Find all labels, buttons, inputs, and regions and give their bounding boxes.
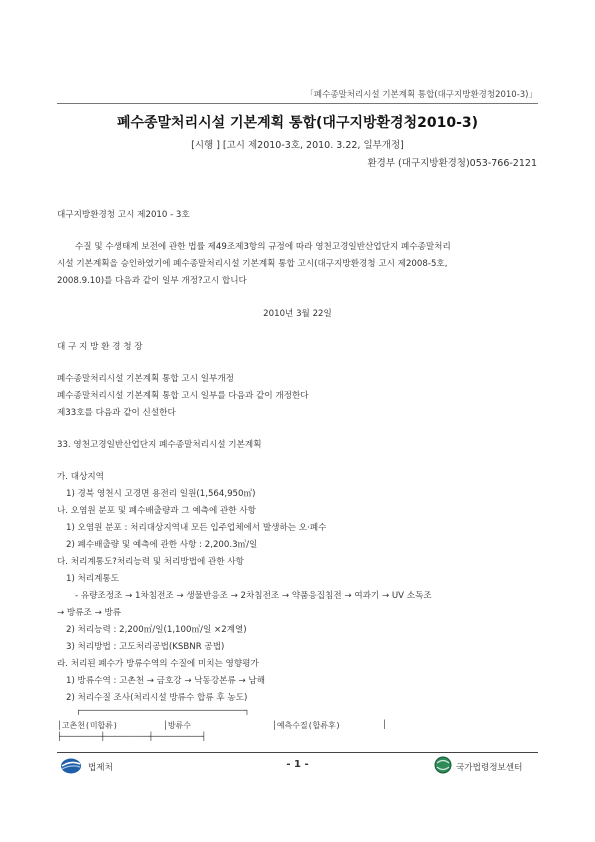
page-number: - 1 - — [286, 759, 309, 770]
issuer: 대 구 지 방 환 경 청 장 — [57, 342, 143, 352]
notice-number: 대구지방환경청 고시 제2010 - 3호 — [57, 210, 190, 220]
table-top-border: ┌──────────────────────────────────┐ — [76, 706, 250, 715]
item-ra-1: 1) 방류수역 : 고촌천 → 금호강 → 낙동강본류 → 남해 — [66, 676, 266, 686]
section-title: 33. 영천고경일반산업단지 폐수종말처리시설 기본계획 — [57, 440, 262, 450]
footer-right-label: 국가법령정보센터 — [456, 763, 523, 773]
item-da-1-flow: - 유량조정조 → 1차침전조 → 생물반응조 → 2차침전조 → 약품응집침전 → 여과기 → UV 소독조 — [75, 591, 432, 601]
law-info-center-logo-icon — [434, 756, 452, 774]
footer-left-label: 법제처 — [88, 763, 113, 773]
document-subtitle: [시행 ] [고시 제2010-3호, 2010. 3.22, 일부개정] — [191, 140, 404, 151]
amend-line-2: 폐수종말처리시설 기본계획 통합 고시 일부를 다음과 같이 개정한다 — [57, 391, 309, 401]
item-ga-1: 1) 경북 영천시 고경면 용전리 일원(1,564,950㎡) — [66, 489, 256, 499]
table-col-end: │ — [382, 720, 387, 729]
intro-line-3: 2008.9.10)를 다음과 같이 일부 개정?고시 합니다 — [57, 276, 247, 286]
table-col-gochon: │고촌천(미합류) — [57, 721, 118, 730]
item-na-2: 2) 폐수배출량 및 예측에 관한 사항 : 2,200.3㎥/일 — [66, 540, 258, 550]
item-ra: 라. 처리된 폐수가 방류수역의 수질에 미치는 영향평가 — [57, 659, 259, 669]
agency-line: 환경부 (대구지방환경청)053-766-2121 — [367, 158, 537, 169]
amend-line-3: 제33호를 다음과 같이 신설한다 — [57, 408, 176, 418]
item-na-1: 1) 오염원 분포 : 처리대상지역내 모든 입주업체에서 발생하는 오·폐수 — [66, 523, 327, 533]
footer-rule — [57, 752, 538, 753]
intro-line-1: 수질 및 수생태계 보전에 관한 법률 제49조제3항의 규정에 따라 영천고경일반산업단지 폐수종말처리 — [75, 242, 451, 252]
item-da: 다. 처리계통도?처리능력 및 처리방법에 관한 사항 — [57, 557, 244, 567]
header-rule — [57, 103, 538, 104]
notice-date: 2010년 3월 22일 — [263, 309, 332, 319]
intro-line-2: 시설 기본계획을 승인하였기에 폐수종말처리시설 기본계획 통합 고시(대구지방환경청 고시 제2008-5호, — [57, 259, 448, 269]
item-da-3: 3) 처리방법 : 고도처리공법(KSBNR 공법) — [66, 642, 225, 652]
item-ga: 가. 대상지역 — [57, 472, 104, 482]
table-bottom-border: ├────────┼─────────┼──────────┤ — [57, 732, 207, 741]
table-col-effluent: │방류수 — [163, 721, 192, 730]
item-da-1-flow-cont: → 방류조 → 방류 — [57, 608, 122, 618]
amend-line-1: 폐수종말처리시설 기본계획 통합 고시 일부개정 — [57, 374, 234, 384]
item-ra-2: 2) 처리수질 조사(처리시설 방류수 합류 후 농도) — [66, 693, 248, 703]
document-title: 폐수종말처리시설 기본계획 통합(대구지방환경청2010-3) — [116, 115, 479, 131]
running-header: 「폐수종말처리시설 기본계획 통합(대구지방환경청2010-3)」 — [305, 90, 537, 100]
item-na: 나. 오염원 분포 및 폐수배출량과 그 예측에 관한 사항 — [57, 506, 256, 516]
table-col-predicted: │예측수질(합류후) — [272, 721, 341, 730]
item-da-2: 2) 처리능력 : 2,200㎥/일(1,100㎥/일 ×2계열) — [66, 625, 247, 635]
item-da-1: 1) 처리계통도 — [66, 574, 120, 584]
